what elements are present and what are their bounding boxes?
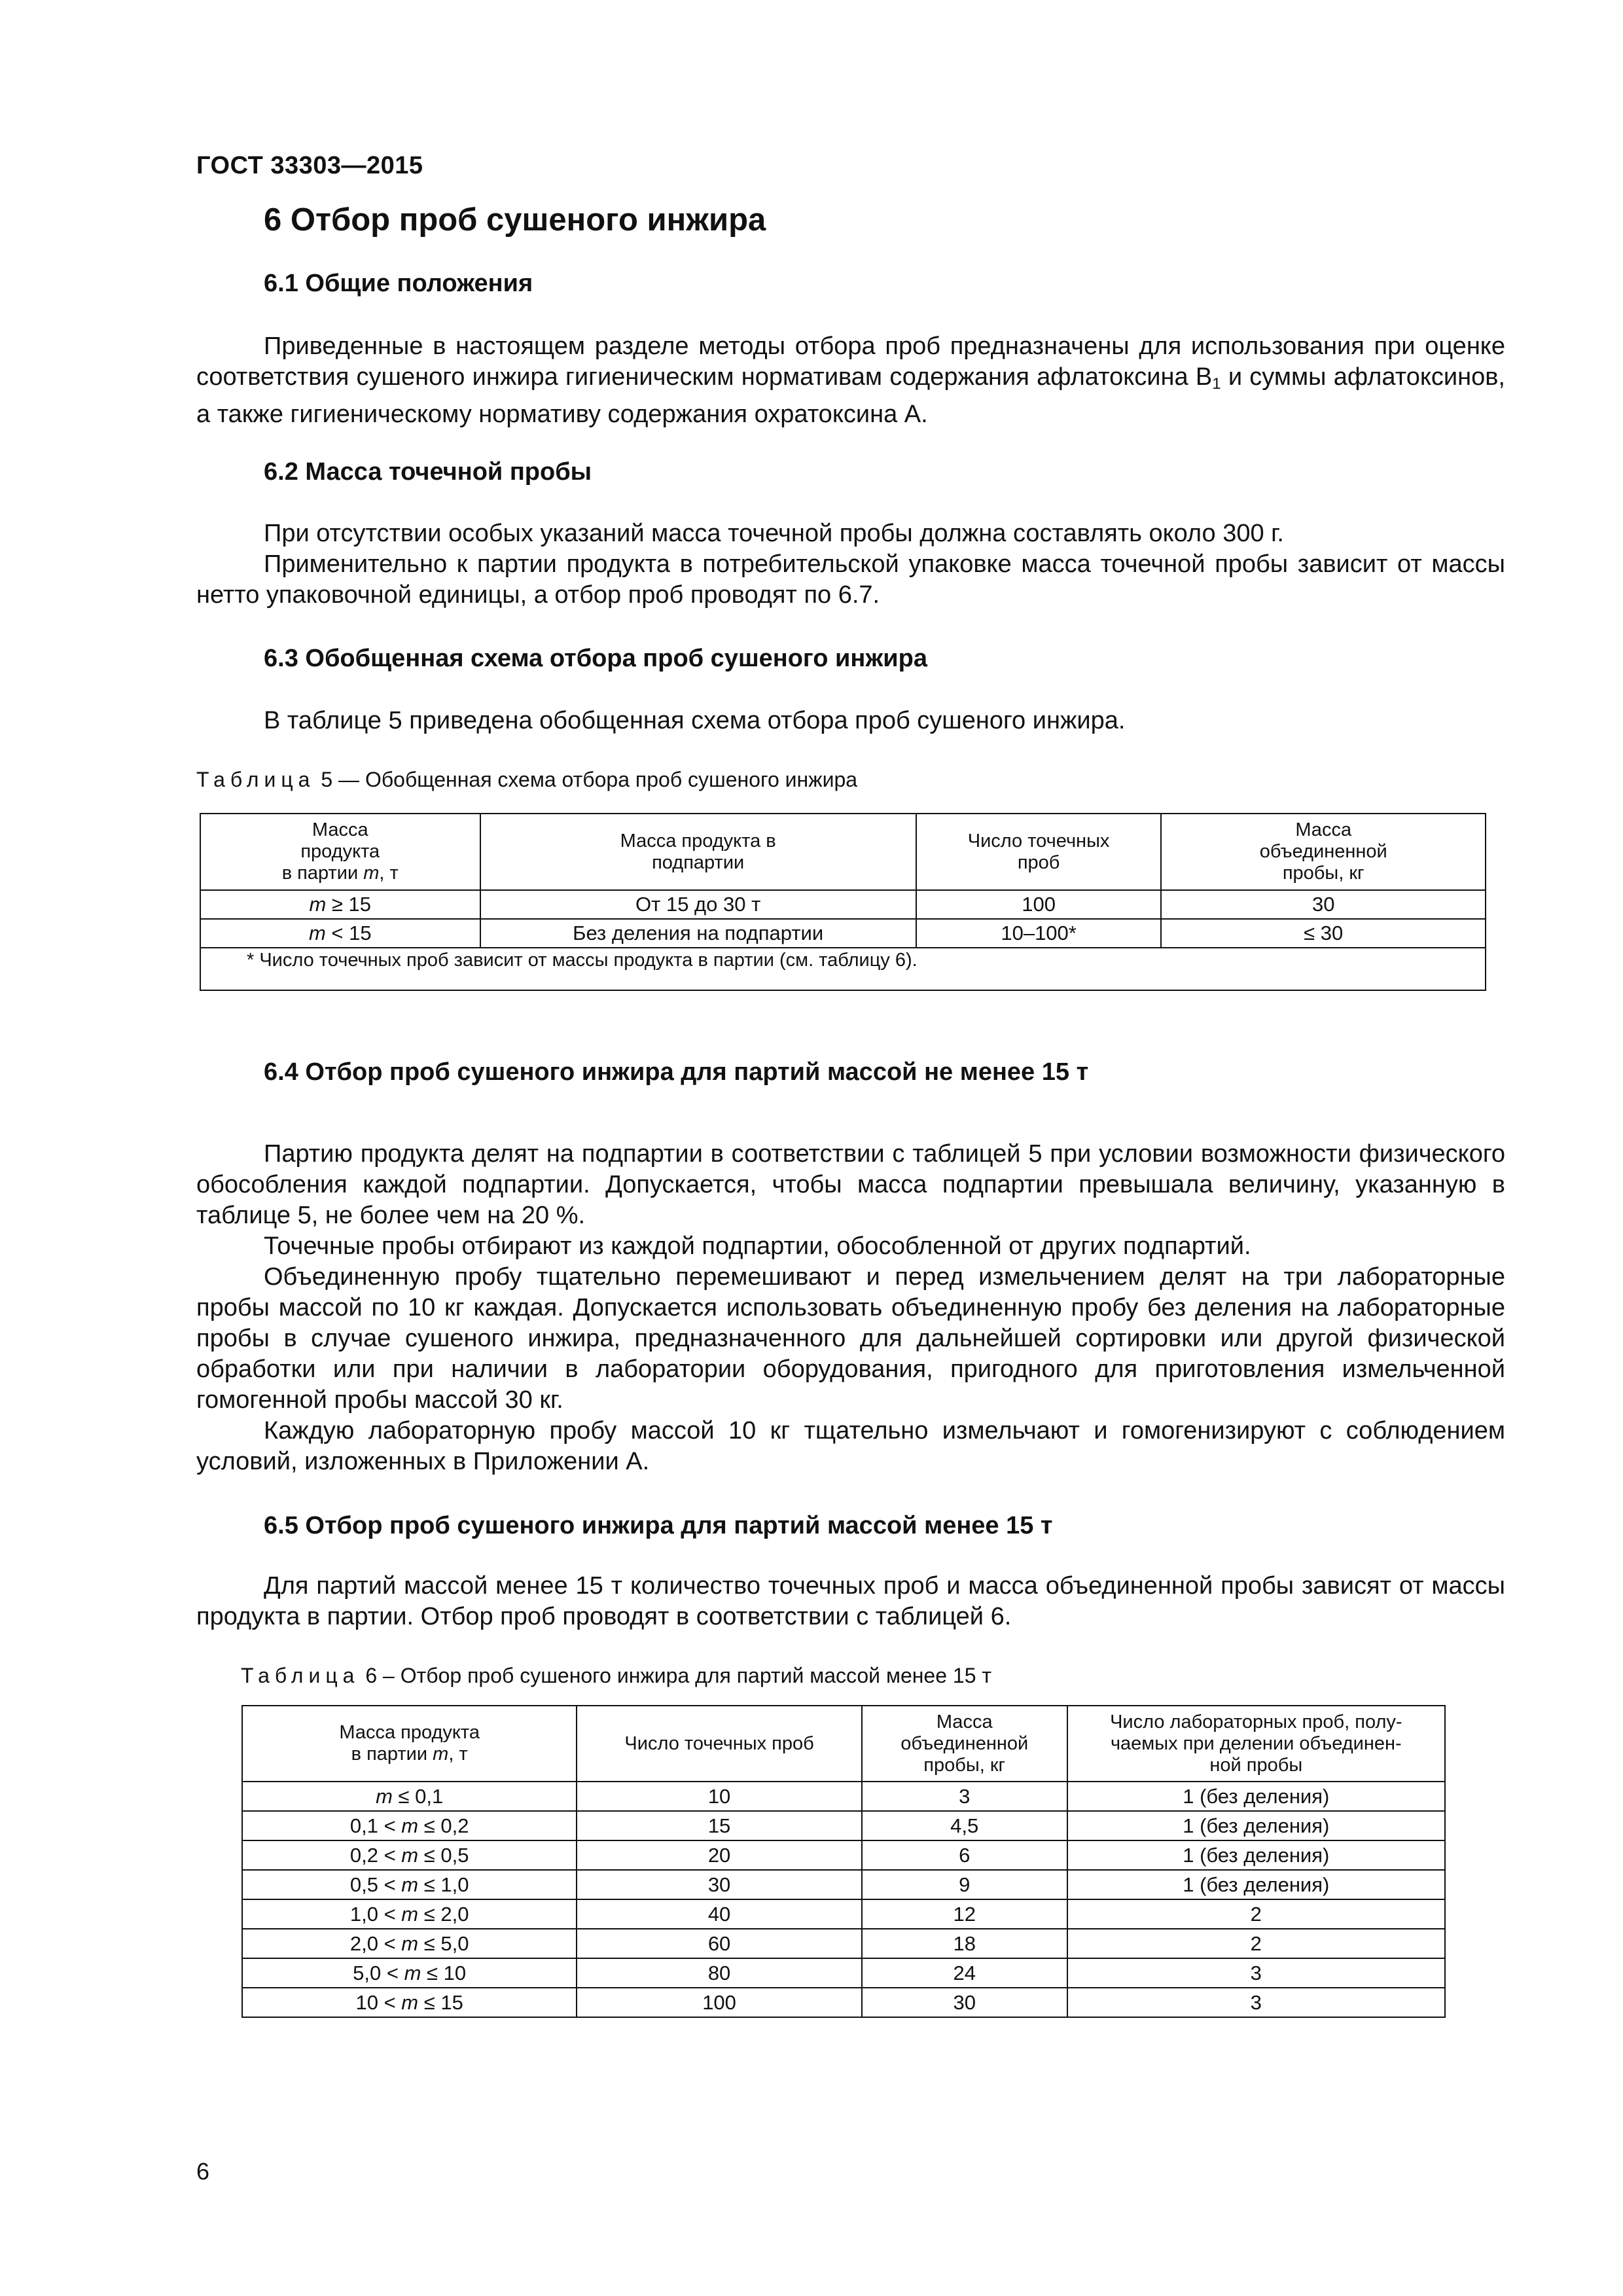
subsection-6-5-title: 6.5 Отбор проб сушеного инжира для партий массой менее 15 т	[264, 1512, 1053, 1539]
table5-header-combined: Масса объединенной пробы, кг	[1161, 814, 1486, 890]
table5-header-mass-sublot: Масса продукта в подпартии	[480, 814, 916, 890]
table-row: m ≤ 0,1 10 3 1 (без деления)	[242, 1782, 1445, 1811]
table5-note-row	[200, 948, 1486, 990]
table-row: 5,0 < m ≤ 10 80 24 3	[242, 1958, 1445, 1988]
table-row: 10 < m ≤ 15 100 30 3	[242, 1988, 1445, 2017]
table-row: m < 15 Без деления на подпартии 10–100* ≤ 30	[200, 919, 1486, 948]
table5-caption: Таблица 5 — Обобщенная схема отбора проб сушеного инжира	[196, 768, 858, 791]
table-row: 0,2 < m ≤ 0,5 20 6 1 (без деления)	[242, 1840, 1445, 1870]
table6-header-mass-lot: Масса продукта в партии m, т	[242, 1706, 577, 1782]
standard-number: ГОСТ 33303—2015	[196, 152, 423, 179]
subsection-6-2-title: 6.2 Масса точечной пробы	[264, 458, 592, 486]
subsection-6-3-title: 6.3 Обобщенная схема отбора проб сушеного инжира	[264, 645, 927, 672]
table-row: 2,0 < m ≤ 5,0 60 18 2	[242, 1929, 1445, 1958]
table-row: 1,0 < m ≤ 2,0 40 12 2	[242, 1899, 1445, 1929]
table6-header-points: Число точечных проб	[577, 1706, 861, 1782]
table-row: m ≥ 15 От 15 до 30 т 100 30	[200, 890, 1486, 919]
table5-header-points: Число точечных проб	[916, 814, 1162, 890]
subsection-6-1-title: 6.1 Общие положения	[264, 270, 533, 297]
subsection-6-1-text: Приведенные в настоящем разделе методы отбора проб предназначены для использования при оценке соответствия сушеного инжира гигиеническим нормативам содержания афлатоксина $B_1$ и суммы афлатоксинов, а также гигиеническому нормативу содержания охратоксина А.	[196, 332, 1505, 428]
table5-header-row	[200, 814, 1486, 890]
table6-header-lab: Число лабораторных проб, полу- чаемых при делении объединен- ной пробы	[1067, 1706, 1445, 1782]
table-row: 0,1 < m ≤ 0,2 15 4,5 1 (без деления)	[242, 1811, 1445, 1840]
table6-caption: Таблица 6 – Отбор проб сушеного инжира для партий массой менее 15 т	[241, 1664, 992, 1687]
section-title: 6 Отбор проб сушеного инжира	[264, 202, 766, 238]
table5-note: * Число точечных проб зависит от массы продукта в партии (см. таблицу 6).	[200, 948, 1486, 990]
table5-header-mass-lot: Масса продукта в партии m, т	[200, 814, 480, 890]
subsection-6-5-text: Для партий массой менее 15 т количество точечных проб и масса объединенной пробы зависят от массы продукта в партии. Отбор проб проводят в соответствии с таблицей 6.	[196, 1572, 1505, 1630]
table6-header-row	[242, 1706, 1445, 1782]
subsection-6-4-text: Партию продукта делят на подпартии в соответствии с таблицей 5 при условии возможности физического обособления каждой подпартии. Допускается, чтобы масса подпартии превышала величину, указанную в таблице 5, не более чем на 20 %. Точечные пробы отбирают из каждой подпартии, обособленной от других подпартий. Объединенную пробу тщательно перемешивают и перед измельчением делят на три лабораторные пробы массой по 10 кг каждая. Допускается использовать объединенную пробу без деления на лабораторные пробы в случае сушеного инжира, предназначенного для дальнейшей сортировки или другой физической обработки или при наличии в лаборатории оборудования, пригодного для приготовления измельченной гомогенной пробы массой 30 кг. Каждую лабораторную пробу массой 10 кг тщательно измельчают и гомогенизируют с соблюдением условий, изложенных в Приложении А.	[196, 1140, 1505, 1475]
page-number: 6	[196, 2158, 210, 2185]
subsection-6-3-text: В таблице 5 приведена обобщенная схема отбора проб сушеного инжира.	[264, 707, 1126, 734]
table6-header-combined: Масса объединенной пробы, кг	[862, 1706, 1067, 1782]
table-row: 0,5 < m ≤ 1,0 30 9 1 (без деления)	[242, 1870, 1445, 1899]
subsection-6-2-text: При отсутствии особых указаний масса точечной пробы должна составлять около 300 г. Применительно к партии продукта в потребительской упаковке масса точечной пробы зависит от массы нетто упаковочной единицы, а отбор проб проводят по 6.7.	[196, 520, 1505, 609]
table6	[241, 1705, 1446, 2018]
subsection-6-4-title: 6.4 Отбор проб сушеного инжира для партий массой не менее 15 т	[264, 1058, 1089, 1086]
table5	[200, 813, 1486, 991]
